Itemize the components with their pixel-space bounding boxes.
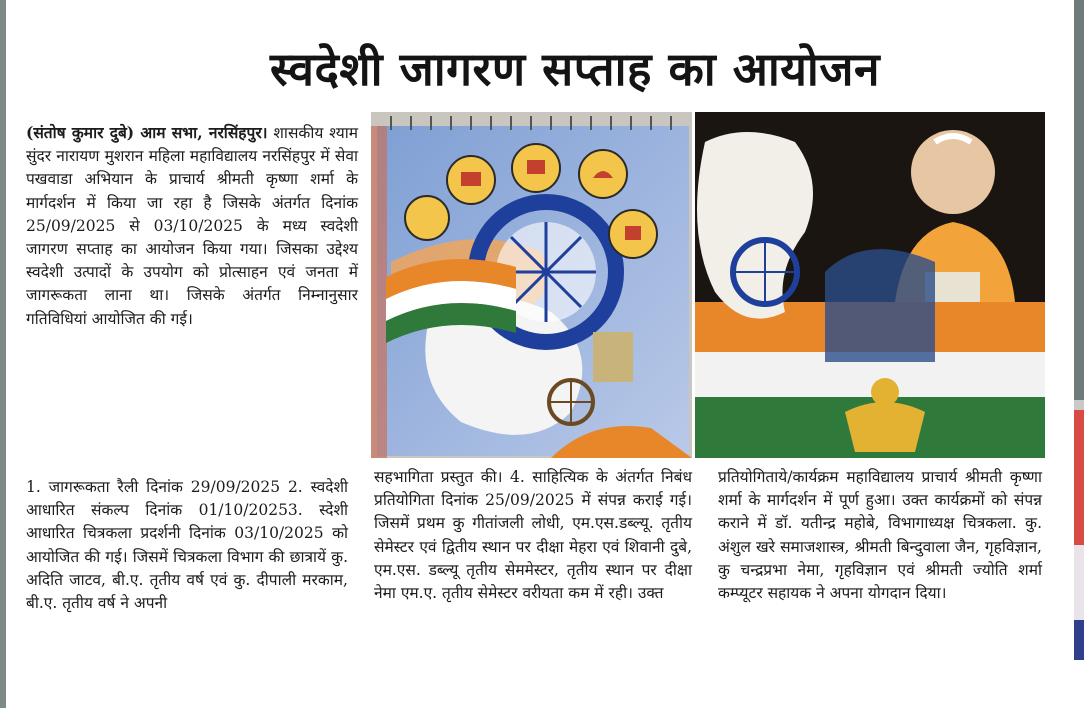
- painting-icon: [695, 112, 1045, 458]
- painting-swadeshi-chakra: [371, 112, 692, 458]
- painting-leader-flag: [695, 112, 1045, 458]
- paragraph-text: शासकीय श्याम सुंदर नारायण मुशरान महिला महाविद्यालय नरसिंहपुर में सेवा पखवाडा अभियान के प्राचार्य श्रीमती कृष्णा शर्मा के मार्गदर्शन में किया जा रहा है जिसके अंतर्गत दिनांक 25/09/2025 से 03/10/2025 के मध्य स्वदेशी जागरण सप्ताह का आयोजन किया गया। जिसका उद्देश्य स्वदेशी उत्पादों के उपयोग को प्रोत्साहन एवं जनता में जागरूकता लाना था। जिसके अंतर्गत निम्नानुसार गतिविधियां आयोजित की गई।: [26, 124, 359, 328]
- column-text: प्रतियोगिताये/कार्यक्रम महाविद्यालय प्राचार्य श्रीमती कृष्णा शर्मा के मार्गदर्शन में पूर्ण हुआ। उक्त कार्यक्रमों को संपन्न कराने में डॉ. यतीन्द्र महोबे, विभागाध्यक्ष चित्रकला. कु. अंशुल खरे समाजशास्त्र, श्रीमती बिन्दुवाला जैन, गृहविज्ञान, कु चन्द्रप्रभा नेमा, गृहविज्ञान एवं श्रीमती ज्योति शर्मा कम्प्यूटर सहायक ने अपना योगदान दिया।: [718, 468, 1042, 603]
- painting-icon: [371, 112, 692, 458]
- article-column-1: [26, 476, 348, 615]
- column-text: 1. जागरूकता रैली दिनांक 29/09/2025 2. स्वदेशी आधारित संकल्प दिनांक 01/10/20253. स्देशी आधारित चित्रकला प्रदर्शनी दिनांक 03/10/2025 को आयोजित की गई। जिसमें चित्रकला विभाग की छात्रायें कु. अदिति जाटव, बी.ए. तृतीय वर्ष एवं कु. दीपाली मरकाम, बी.ए. तृतीय वर्ष ने अपनी: [26, 478, 348, 613]
- scan-edge-right: [1074, 0, 1084, 708]
- article-paragraph: [26, 121, 358, 331]
- article-intro: [26, 121, 358, 331]
- page-title: स्वदेशी जागरण सप्ताह का आयोजन: [270, 42, 880, 96]
- column-text: सहभागिता प्रस्तुत की। 4. साहित्यिक के अंतर्गत निबंध प्रतियोगिता दिनांक 25/09/2025 में संपन्न कराई गई। जिसमें प्रथम कु गीतांजली लोधी, एम.एस.डब्ल्यू. तृतीय सेमेस्टर एवं द्वितीय स्थान पर दीक्षा मेहरा एवं शिवानी दुबे, एम.एस. डब्ल्यू तृतीय सेममेस्टर, तृतीय स्थान पर दीक्षा नेमा एम.ए. तृतीय सेमेस्टर वरीयता कम में रही। उक्त: [374, 468, 692, 603]
- article-column-3: [718, 466, 1042, 605]
- byline: (संतोष कुमार दुबे) आम सभा, नरसिंहपुर।: [26, 123, 268, 142]
- scan-edge-left: [0, 0, 6, 708]
- article-column-2: [374, 466, 692, 605]
